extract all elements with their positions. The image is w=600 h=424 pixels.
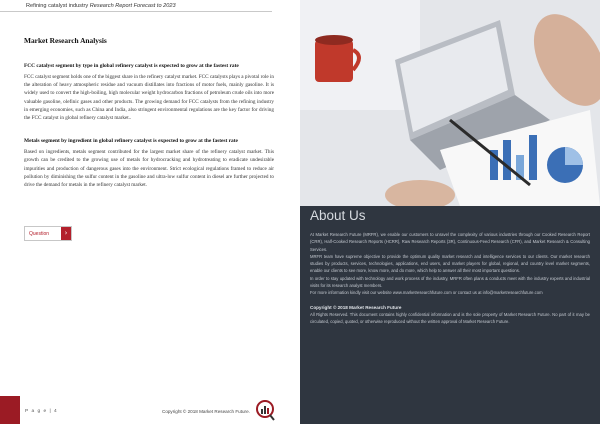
about-paragraph-3: In order to stay updated with technology and work process of the industry, MRFR often plans & conducts meet with the industry experts and industrial visits for its research analyst members.: [310, 275, 590, 289]
header-subtitle: Research Report Forecast to 2023: [89, 3, 176, 9]
fcc-heading: FCC catalyst segment by type in global refinery catalyst is expected to grow at the fastest rate: [24, 63, 239, 69]
metals-heading: Metals segment by ingredient in global refinery catalyst is expected to grow at the fastest rate: [24, 138, 238, 145]
chevron-right-icon: ›: [61, 227, 71, 240]
about-copyright-text: All Rights Reserved. This document contains highly confidential information and is the sole property of Market Research Future. No part of it may be circulated, copied, quoted, or otherwise reproduced without the written approval of Market Research Future.: [310, 311, 590, 324]
question-button[interactable]: [24, 226, 72, 241]
question-label: Question: [29, 230, 50, 237]
running-header: [26, 3, 176, 9]
page-number: P a g e | 4: [25, 409, 58, 414]
about-copyright-heading: Copyright © 2018 Market Research Future: [310, 304, 402, 310]
about-us-panel: [300, 206, 600, 424]
business-meeting-photo: [300, 0, 600, 206]
footer-copyright: Copyright © 2018 Market Research Future.: [162, 409, 250, 414]
fcc-paragraph: FCC catalyst segment holds one of the biggest share in the refinery catalyst market. FCC catalysts plays a pivotal role in the alteration of heavy atmospheric residue and vacuum distillates into fractions of motor fuels, mainly gasoline. It is widely used to convert the high-boiling, high molecular weight hydrocarbon fractions of petroleum crude oils into more valuable gasoline, olefinic gases and other products. The growing demand for FCC catalysts from the refining industry in emerging economies, such as China and India, also stringent environmental regulations are the key factor for driving the FCC catalyst in global refinery catalyst market..: [24, 74, 274, 122]
header-divider: [0, 11, 272, 12]
about-paragraph-1: At Market Research Future (MRFR), we enable our customers to unravel the complexity of various industries through our Cooked Research Report (CRR), Half-Cooked Research Reports (HCRR), Raw Research Reports (3R), Continuous-Feed Research (CFR), and Market Research & Consulting Services.: [310, 232, 590, 252]
about-title: About Us: [310, 208, 366, 223]
footer-accent-bar: [0, 396, 20, 424]
about-contact: For more information kindly visit our website www.marketresearchfuture.com or contact us at info@marketresearchfuture.com: [310, 290, 543, 296]
section-title: Market Research Analysis: [24, 36, 107, 45]
header-title: Refining catalyst industry: [26, 3, 89, 9]
mrfr-logo-icon: [255, 399, 275, 421]
metals-paragraph: Based on ingredients, metals segment contributed for the largest market share of the refinery catalyst market. This growth can be credited to the growing use of metals for hydrocracking and hydrotreating to eradicate undesirable impurities and production of dangerous gases into the environment. Strict ecological regulations framed to reduce air pollution by diminishing the sulfur content in the gasoline and ultra-low sulfur content in diesel are further projected to drive the demand for metals in the refinery catalyst market.: [24, 149, 274, 189]
about-paragraph-2: MRFR team have supreme objective to provide the optimum quality market research and intelligence services to our clients. Our market research studies by products, services, technologies, applications, end users, and market players for global, regional, and country level market segments, enable our clients to see more, know more, and do more, which help to answer all their most important questions.: [310, 253, 590, 274]
main-content: [24, 36, 274, 205]
